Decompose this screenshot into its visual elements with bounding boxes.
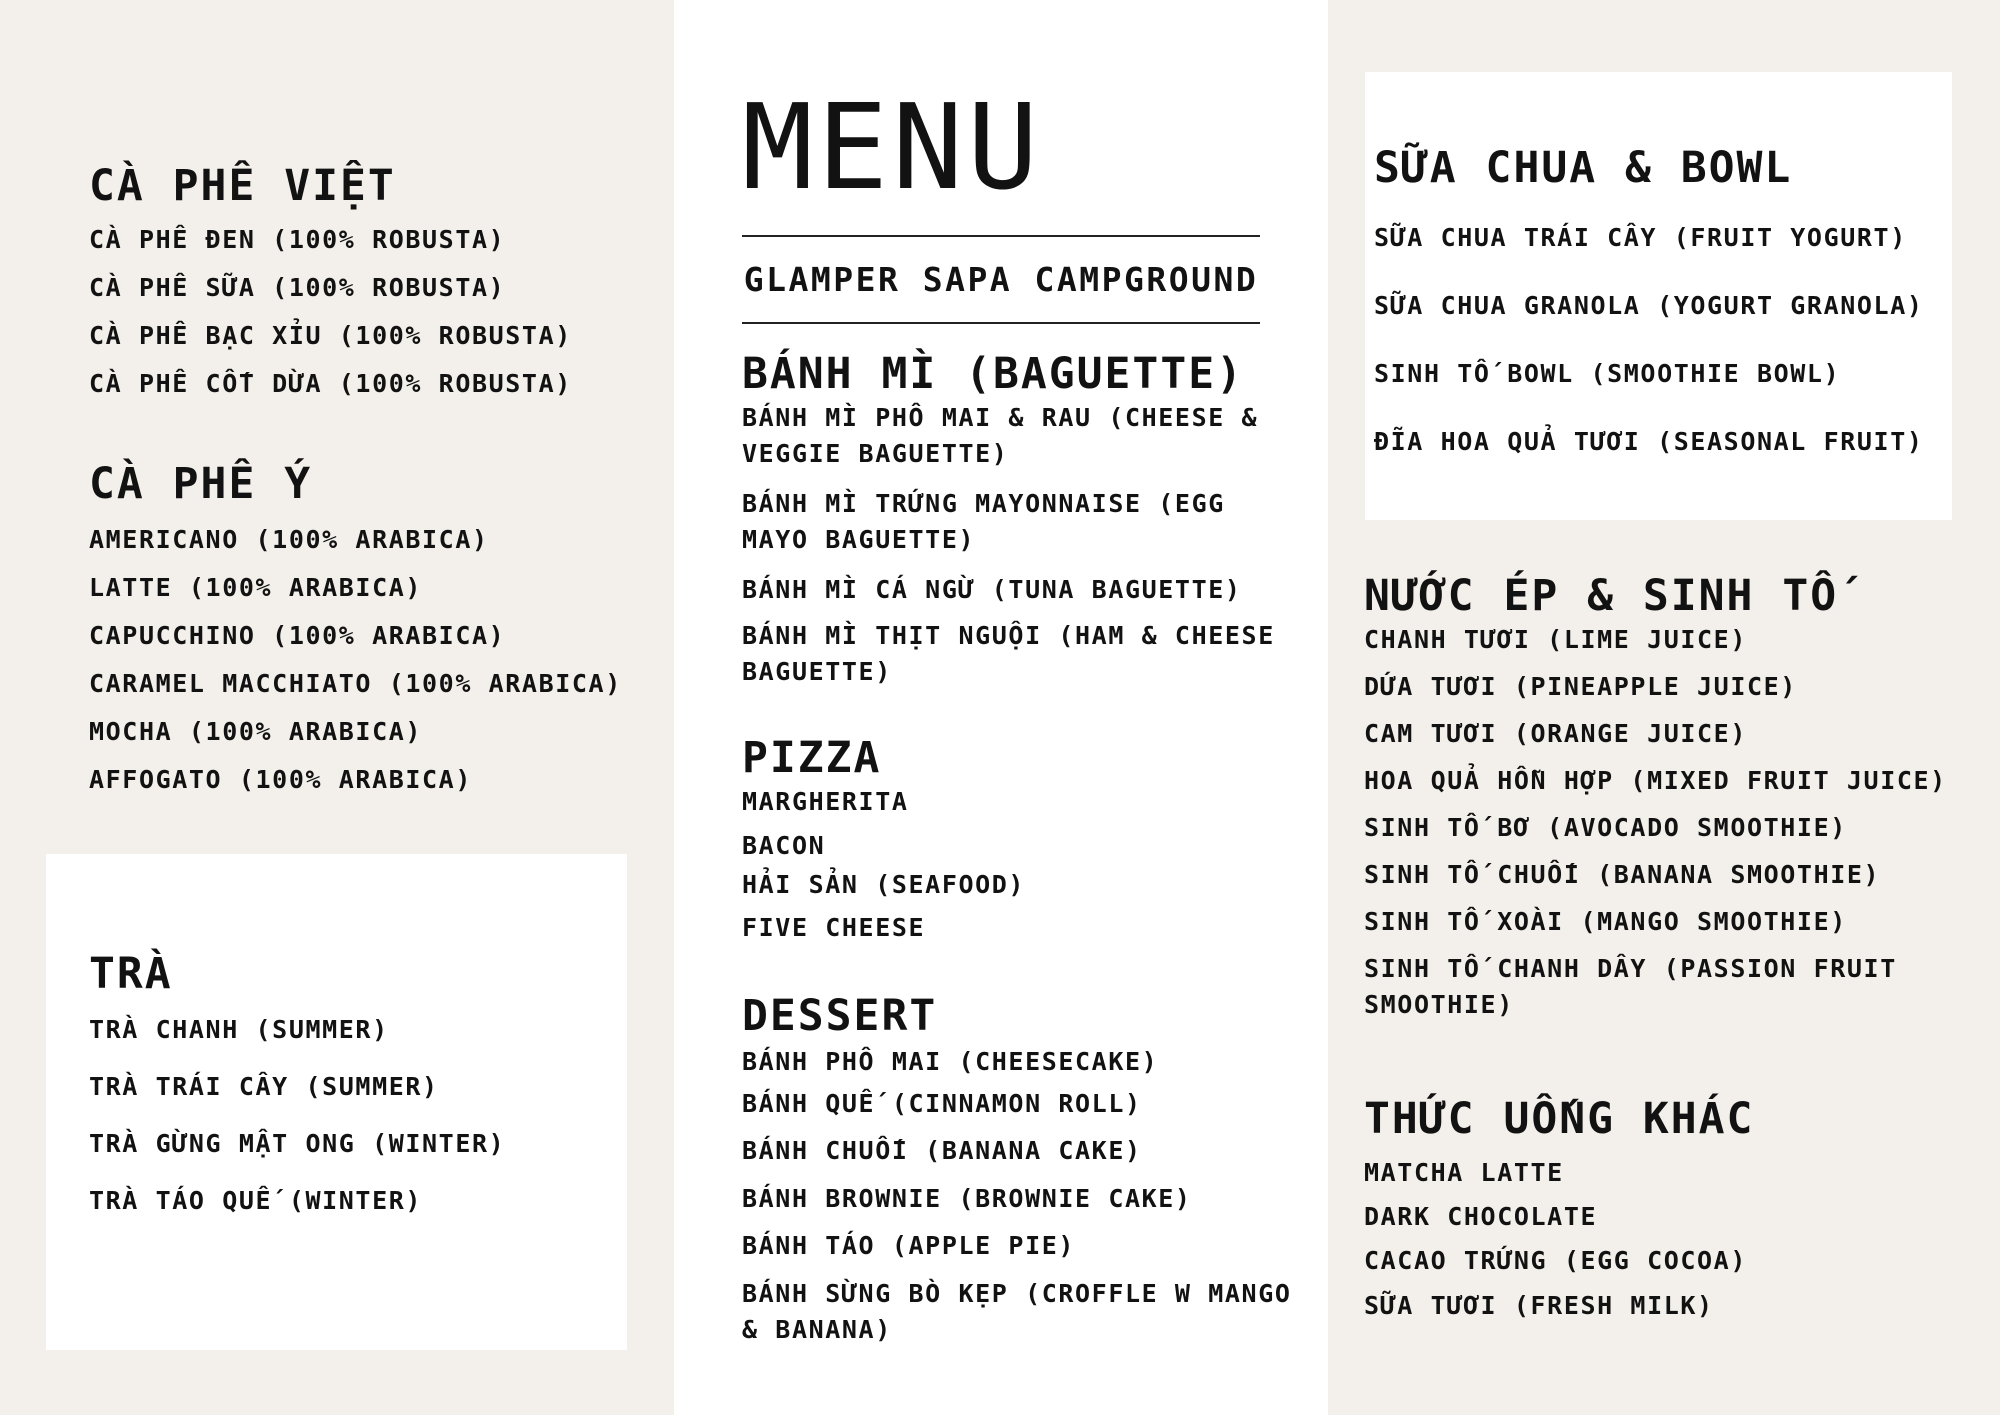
venue-name: GLAMPER SAPA CAMPGROUND — [743, 260, 1259, 299]
item-list — [1364, 1155, 1754, 1332]
menu-item: CHANH TƯƠI (LIME JUICE) — [1364, 625, 1747, 654]
menu-item: SINH TỐ XOÀI (MANGO SMOOTHIE) — [1364, 907, 1847, 936]
menu-item: SINH TỐ CHUỐI (BANANA SMOOTHIE) — [1364, 860, 1881, 889]
item-list — [89, 1012, 505, 1240]
menu-item: TRÀ CHANH (SUMMER) — [89, 1015, 389, 1044]
section-heading: NƯỚC ÉP & SINH TỐ — [1364, 571, 1839, 621]
section-thuc-uong-khac — [1364, 1093, 1754, 1332]
section-heading: THỨC UỐNG KHÁC — [1364, 1094, 1755, 1144]
section-pizza — [742, 732, 1025, 950]
section-heading: SỮA CHUA & BOWL — [1374, 143, 1793, 193]
menu-item: BÁNH MÌ TRỨNG MAYONNAISE (EGG MAYO BAGUETTE) — [742, 489, 1225, 554]
menu-item: BÁNH MÌ PHÔ MAI & RAU (CHEESE & VEGGIE BAGUETTE) — [742, 403, 1259, 468]
menu-item: MOCHA (100% ARABICA) — [89, 717, 423, 746]
menu-item: TRÀ TRÁI CÂY (SUMMER) — [89, 1072, 439, 1101]
menu-item: MARGHERITA — [742, 787, 909, 816]
section-heading: BÁNH MÌ (BAGUETTE) — [742, 349, 1244, 399]
menu-item: SỮA CHUA GRANOLA (YOGURT GRANOLA) — [1374, 291, 1924, 320]
menu-item: DARK CHOCOLATE — [1364, 1202, 1598, 1231]
section-dessert — [742, 990, 1302, 1348]
menu-item: ĐĨA HOA QUẢ TƯƠI (SEASONAL FRUIT) — [1374, 427, 1924, 456]
title-divider-bottom — [742, 322, 1260, 324]
item-list — [1374, 220, 1924, 492]
title-divider-top — [742, 235, 1260, 237]
menu-item: BÁNH BROWNIE (BROWNIE CAKE) — [742, 1184, 1192, 1213]
menu-item: CÀ PHÊ CỐT DỪA (100% ROBUSTA) — [89, 369, 572, 398]
section-sua-chua — [1374, 142, 1924, 492]
menu-title: MENU — [742, 78, 1043, 216]
menu-item: FIVE CHEESE — [742, 913, 926, 942]
menu-item: HẢI SẢN (SEAFOOD) — [742, 870, 1026, 899]
menu-item: CACAO TRỨNG (EGG COCOA) — [1364, 1246, 1747, 1275]
section-banh-mi — [742, 348, 1302, 690]
menu-item: CAPUCCHINO (100% ARABICA) — [89, 621, 506, 650]
section-ca-phe-y — [89, 458, 622, 810]
section-heading: DESSERT — [742, 991, 938, 1041]
menu-item: AFFOGATO (100% ARABICA) — [89, 765, 472, 794]
menu-item: BÁNH CHUỐI (BANANA CAKE) — [742, 1136, 1142, 1165]
menu-item: BÁNH PHÔ MAI (CHEESECAKE) — [742, 1047, 1159, 1076]
item-list — [1364, 622, 1954, 1023]
menu-item: CÀ PHÊ BẠC XỈU (100% ROBUSTA) — [89, 321, 572, 350]
menu-item: SINH TỐ BOWL (SMOOTHIE BOWL) — [1374, 359, 1841, 388]
menu-item: HOA QUẢ HỖN HỢP (MIXED FRUIT JUICE) — [1364, 766, 1947, 795]
item-list — [89, 222, 572, 414]
item-list — [742, 400, 1302, 690]
menu-item: BÁNH MÌ THỊT NGUỘI (HAM & CHEESE BAGUETTE) — [742, 621, 1275, 686]
menu-item: CARAMEL MACCHIATO (100% ARABICA) — [89, 669, 622, 698]
menu-item: CAM TƯƠI (ORANGE JUICE) — [1364, 719, 1747, 748]
menu-item: BÁNH MÌ CÁ NGỪ (TUNA BAGUETTE) — [742, 575, 1242, 604]
item-list — [742, 1044, 1302, 1348]
section-heading: CÀ PHÊ VIỆT — [89, 161, 396, 211]
menu-item: BÁNH SỪNG BÒ KẸP (CROFFLE W MANGO & BANANA) — [742, 1279, 1292, 1344]
menu-item: SINH TỐ BƠ (AVOCADO SMOOTHIE) — [1364, 813, 1847, 842]
menu-item: SỮA CHUA TRÁI CÂY (FRUIT YOGURT) — [1374, 223, 1907, 252]
item-list — [89, 522, 622, 810]
menu-item: TRÀ TÁO QUẾ (WINTER) — [89, 1186, 423, 1215]
menu-item: BACON — [742, 831, 826, 860]
menu-item: CÀ PHÊ SỮA (100% ROBUSTA) — [89, 273, 506, 302]
menu-item: TRÀ GỪNG MẬT ONG (WINTER) — [89, 1129, 506, 1158]
section-ca-phe-viet — [89, 160, 572, 414]
menu-item: BÁNH TÁO (APPLE PIE) — [742, 1231, 1076, 1260]
section-heading: CÀ PHÊ Ý — [89, 459, 313, 509]
menu-item: CÀ PHÊ ĐEN (100% ROBUSTA) — [89, 225, 506, 254]
menu-item: MATCHA LATTE — [1364, 1158, 1564, 1187]
menu-item: BÁNH QUẾ (CINNAMON ROLL) — [742, 1089, 1142, 1118]
section-heading: TRÀ — [89, 949, 173, 999]
item-list — [742, 784, 1025, 950]
section-heading: PIZZA — [742, 733, 882, 783]
section-tra — [89, 948, 505, 1240]
menu-item: AMERICANO (100% ARABICA) — [89, 525, 489, 554]
menu-item: DỨA TƯƠI (PINEAPPLE JUICE) — [1364, 672, 1797, 701]
menu-item: SỮA TƯƠI (FRESH MILK) — [1364, 1291, 1714, 1320]
menu-item: SINH TỐ CHANH DÂY (PASSION FRUIT SMOOTHIE) — [1364, 954, 1897, 1019]
section-nuoc-ep — [1364, 570, 1954, 1023]
menu-item: LATTE (100% ARABICA) — [89, 573, 423, 602]
